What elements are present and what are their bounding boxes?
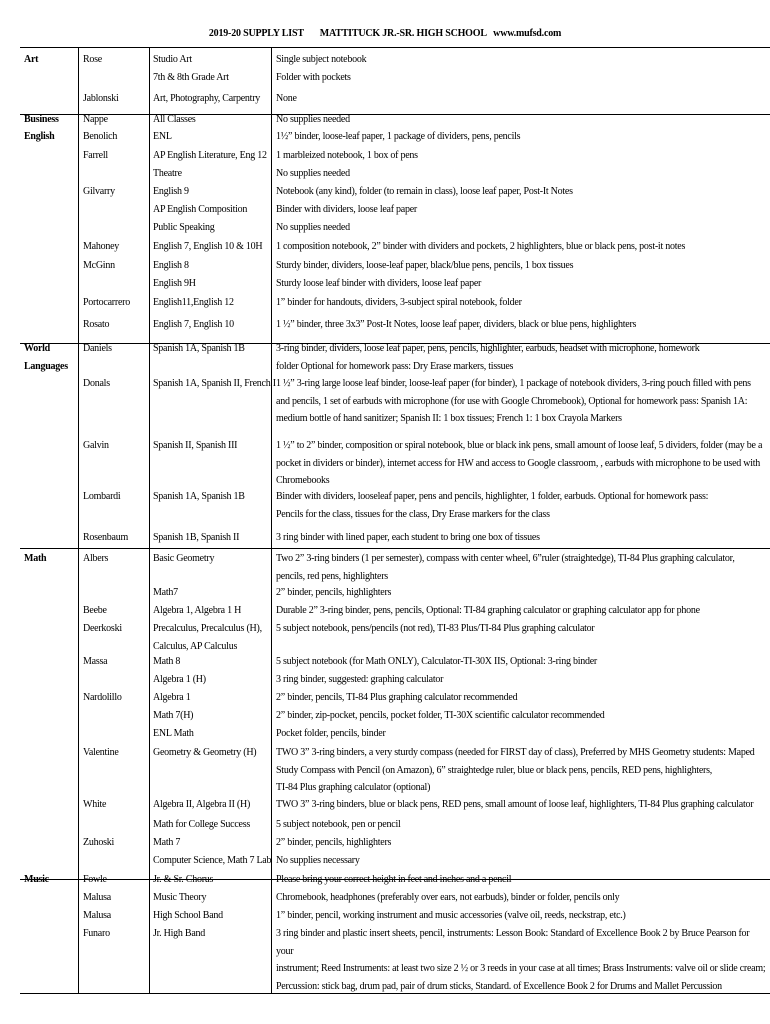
supplies-text: Pocket folder, pencils, binder	[276, 728, 386, 739]
supply-list-table	[20, 47, 770, 994]
supplies-text: 1” binder, pencil, working instrument and music accessories (valve oil, reeds, neckstrap, etc.)	[276, 910, 626, 921]
supplies-text: No supplies needed	[276, 168, 350, 179]
supplies-text: Two 2” 3-ring binders (1 per semester), compass with center wheel, 6”ruler (straightedge), TI-84 Plus graphing calculator, pencils, red pens, highlighters	[276, 553, 735, 582]
supplies-text: Sturdy loose leaf binder with dividers, loose leaf paper	[276, 278, 482, 289]
subject-label: World Languages	[24, 343, 68, 372]
class-name: English 9H	[153, 278, 196, 289]
teacher-name: Zuhoski	[83, 837, 115, 848]
teacher-name: Jablonski	[83, 93, 119, 104]
teacher-name: White	[83, 799, 107, 810]
supplies-text: TWO 3” 3-ring binders, blue or black pens, RED pens, small amount of loose leaf, highlighters, TI-84 Plus graphing calculator	[276, 799, 754, 810]
teacher-name: Massa	[83, 656, 108, 667]
supplies-text: 3 ring binder and plastic insert sheets, pencil, instruments: Lesson Book: Standard of Excellence Book 2 by Bruce Pearson for your instrument; Reed Instruments: at least two size 2 ½ or 3 reeds in your case at all times; Brass Instruments: valve oil or slide cream; Percussion: stick bag, drum pad, pair of drum sticks, Standard. of Excellence Book 2 for Drums and Mallet Percussion	[276, 928, 766, 992]
supplies-text: 1 ½” binder, three 3x3” Post-It Notes, loose leaf paper, dividers, black or blue pens, highlighters	[276, 319, 637, 330]
class-name: Spanish II, Spanish III	[153, 440, 238, 451]
class-name: ENL	[153, 131, 172, 142]
class-name: 7th & 8th Grade Art	[153, 72, 229, 83]
class-name: Spanish 1A, Spanish 1B	[153, 343, 245, 354]
class-name: Algebra 1, Algebra 1 H	[153, 605, 242, 616]
class-name: High School Band	[153, 910, 223, 921]
teacher-name: Mahoney	[83, 241, 120, 252]
supplies-text: Folder with pockets	[276, 72, 351, 83]
teacher-name: Nappe	[83, 114, 108, 125]
teacher-name: Portocarrero	[83, 297, 130, 308]
class-name: Art, Photography, Carpentry	[153, 93, 261, 104]
teacher-name: Malusa	[83, 892, 111, 903]
class-name: English 8	[153, 260, 189, 271]
supplies-text: 1 ½” to 2” binder, composition or spiral notebook, blue or black ink pens, small amount of loose leaf, 5 dividers, folder (may be a pocket in dividers or binder), internet access for HW and access to Google classroom, , earbuds with microphone to be used with Chromebooks	[276, 440, 763, 486]
subject-label: English	[24, 131, 55, 142]
supplies-text: Sturdy binder, dividers, loose-leaf paper, black/blue pens, pencils, 1 box tissues	[276, 260, 574, 271]
class-name: Spanish 1A, Spanish II, French I	[153, 378, 276, 389]
supplies-text: Notebook (any kind), folder (to remain in class), loose leaf paper, Post-It Notes	[276, 186, 573, 197]
class-name: All Classes	[153, 114, 196, 125]
class-name: Public Speaking	[153, 222, 215, 233]
class-name: Math for College Success	[153, 819, 251, 830]
class-name: Spanish 1B, Spanish II	[153, 532, 240, 543]
class-name: Math7	[153, 587, 178, 598]
supplies-text: No supplies needed	[276, 222, 350, 233]
supplies-text: No supplies necessary	[276, 855, 360, 866]
class-name: Computer Science, Math 7 Lab	[153, 855, 272, 866]
teacher-name: Nardolillo	[83, 692, 122, 703]
class-name: Algebra 1 (H)	[153, 674, 206, 685]
subject-label: Art	[24, 54, 39, 65]
class-name: Math 7(H)	[153, 710, 194, 721]
teacher-name: Deerkoski	[83, 623, 122, 634]
class-name: English 9	[153, 186, 189, 197]
supplies-text: 5 subject notebook (for Math ONLY), Calculator-TI-30X IIS, Optional: 3-ring binder	[276, 656, 597, 667]
supplies-text: 3 ring binder with lined paper, each student to bring one box of tissues	[276, 532, 540, 543]
teacher-name: Donals	[83, 378, 110, 389]
supplies-text: None	[276, 93, 297, 104]
class-name: Theatre	[153, 168, 182, 179]
teacher-name: Fowle	[83, 874, 107, 885]
teacher-name: Rose	[83, 54, 102, 65]
teacher-name: Valentine	[83, 747, 119, 758]
class-name: Basic Geometry	[153, 553, 215, 564]
teacher-name: Albers	[83, 553, 109, 564]
supplies-text: 1” binder for handouts, dividers, 3-subject spiral notebook, folder	[276, 297, 522, 308]
supplies-text: 1½” binder, loose-leaf paper, 1 package of dividers, pens, pencils	[276, 131, 521, 142]
class-name: Jr. High Band	[153, 928, 206, 939]
supplies-text: No supplies needed	[276, 114, 350, 125]
subject-label: Business	[24, 114, 59, 125]
supplies-text: Binder with dividers, loose leaf paper	[276, 204, 418, 215]
teacher-name: Beebe	[83, 605, 107, 616]
teacher-name: McGinn	[83, 260, 115, 271]
class-name: Math 8	[153, 656, 181, 667]
class-name: English 7, English 10 & 10H	[153, 241, 263, 252]
subject-divider	[20, 548, 770, 549]
supplies-text: 2” binder, pencils, highlighters	[276, 837, 392, 848]
teacher-name: Farrell	[83, 150, 108, 161]
class-name: Geometry & Geometry (H)	[153, 747, 257, 758]
class-name: Math 7	[153, 837, 181, 848]
class-name: AP English Composition	[153, 204, 248, 215]
supplies-text: 3 ring binder, suggested: graphing calculator	[276, 674, 444, 685]
teacher-name: Rosato	[83, 319, 110, 330]
supplies-text: TWO 3” 3-ring binders, a very sturdy compass (needed for FIRST day of class), Preferred by MHS Geometry students: Maped Study Compass with Pencil (on Amazon), 6” straightedge ruler, blue or black pens, pencils, RED pens, highlighters, TI-84 Plus graphing calculator (optional)	[276, 747, 755, 793]
supplies-text: Single subject notebook	[276, 54, 367, 65]
class-name: English 7, English 10	[153, 319, 234, 330]
supplies-text: Chromebook, headphones (preferably over ears, not earbuds), binder or folder, pencils only	[276, 892, 620, 903]
class-name: Algebra 1	[153, 692, 191, 703]
supplies-text: 1 marbleized notebook, 1 box of pens	[276, 150, 418, 161]
class-name: Algebra II, Algebra II (H)	[153, 799, 251, 810]
subject-label: Music	[24, 874, 49, 885]
supplies-text: 2” binder, zip-pocket, pencils, pocket folder, TI-30X scientific calculator recommended	[276, 710, 605, 721]
teacher-name: Lombardi	[83, 491, 121, 502]
class-name: Music Theory	[153, 892, 207, 903]
teacher-name: Gilvarry	[83, 186, 115, 197]
column-divider	[149, 48, 150, 993]
teacher-name: Daniels	[83, 343, 112, 354]
supplies-text: 2” binder, pencils, TI-84 Plus graphing calculator recommended	[276, 692, 518, 703]
class-name: AP English Literature, Eng 12	[153, 150, 267, 161]
supplies-text: Binder with dividers, looseleaf paper, pens and pencils, highlighter, 1 folder, earbuds. Optional for homework pass: Pencils for the class, tissues for the class, Dry Erase markers for the class	[276, 491, 709, 520]
teacher-name: Galvin	[83, 440, 109, 451]
school-website: www.mufsd.com	[493, 28, 562, 39]
class-name: Jr. & Sr. Chorus	[153, 874, 214, 885]
teacher-name: Funaro	[83, 928, 110, 939]
supplies-text: Durable 2” 3-ring binder, pens, pencils, Optional: TI-84 graphing calculator or graphing calculator app for phone	[276, 605, 700, 616]
supplies-text: 1 composition notebook, 2” binder with dividers and pockets, 2 highlighters, blue or black pens, post-it notes	[276, 241, 686, 252]
supplies-text: 5 subject notebook, pen or pencil	[276, 819, 401, 830]
class-name: Spanish 1A, Spanish 1B	[153, 491, 245, 502]
subject-label: Math	[24, 553, 47, 564]
class-name: English11,English 12	[153, 297, 234, 308]
teacher-name: Benolich	[83, 131, 118, 142]
column-divider	[78, 48, 79, 993]
class-name: ENL Math	[153, 728, 194, 739]
teacher-name: Rosenbaum	[83, 532, 128, 543]
class-name: Precalculus, Precalculus (H), Calculus, AP Calculus	[153, 623, 262, 652]
class-name: Studio Art	[153, 54, 192, 65]
teacher-name: Malusa	[83, 910, 111, 921]
supplies-text: 5 subject notebook, pens/pencils (not red), TI-83 Plus/TI-84 Plus graphing calculator	[276, 623, 595, 634]
school-name: MATTITUCK JR.-SR. HIGH SCHOOL	[319, 28, 487, 39]
page-title: 2019-20 SUPPLY LIST	[208, 28, 304, 39]
supplies-text: 1 ½” 3-ring large loose leaf binder, loose-leaf paper (for binder), 1 package of notebook dividers, 3-ring pouch filled with pens and pencils, 1 set of earbuds with microphone (for use with Google Chromebook), Optional for homework pass: Spanish 1A: medium bottle of hand sanitizer; Spanish II: 1 box tissues; French 1: 1 box Crayola Markers	[276, 378, 751, 424]
page-header	[0, 28, 770, 39]
supplies-text: Please bring your correct height in feet and inches and a pencil	[276, 874, 512, 885]
supplies-text: 2” binder, pencils, highlighters	[276, 587, 392, 598]
supplies-text: 3-ring binder, dividers, loose leaf paper, pens, pencils, highlighter, earbuds, headset with microphone, homework folder Optional for homework pass: Dry Erase markers, tissues	[276, 343, 700, 372]
